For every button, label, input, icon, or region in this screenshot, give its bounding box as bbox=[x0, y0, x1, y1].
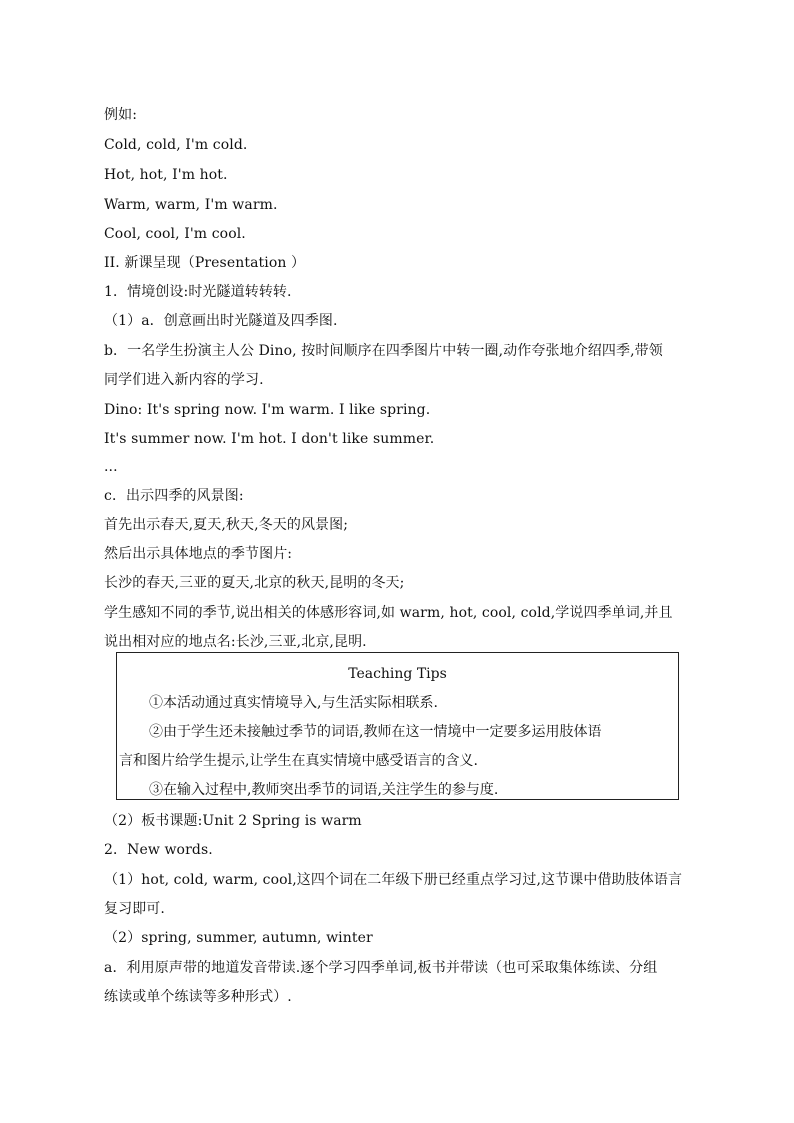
step-2-2: （2）spring, summer, autumn, winter bbox=[104, 930, 373, 946]
chant-line-cool: Cool, cool, I'm cool. bbox=[104, 226, 246, 242]
step-1-1-b-line1: b．一名学生扮演主人公 Dino, 按时间顺序在四季图片中转一圈,动作夸张地介绍四季,带领 bbox=[104, 343, 663, 359]
tip-2-line2: 言和图片给学生提示,让学生在真实情境中感受语言的含义. bbox=[119, 753, 478, 769]
location-pictures-line: 然后出示具体地点的季节图片: bbox=[104, 546, 293, 562]
teaching-tips-title: Teaching Tips bbox=[348, 666, 447, 682]
step-1-1-b-line2: 同学们进入新内容的学习. bbox=[104, 372, 264, 388]
tip-2-line1: ②由于学生还未接触过季节的词语,教师在这一情境中一定要多运用肢体语 bbox=[149, 724, 602, 740]
chant-line-warm: Warm, warm, I'm warm. bbox=[104, 197, 278, 213]
dino-dialogue-spring: Dino: It's spring now. I'm warm. I like spring. bbox=[104, 402, 431, 418]
step-1-1-a: （1）a．创意画出时光隧道及四季图. bbox=[104, 313, 338, 329]
chant-line-hot: Hot, hot, I'm hot. bbox=[104, 167, 228, 183]
ellipsis: ... bbox=[104, 459, 118, 475]
step-1-1-c: c．出示四季的风景图: bbox=[104, 488, 244, 504]
step-2-1-line2: 复习即可. bbox=[104, 901, 165, 917]
students-perceive-line2: 说出相对应的地点名:长沙,三亚,北京,昆明. bbox=[104, 634, 367, 650]
teaching-tips-box bbox=[116, 652, 679, 800]
tip-1: ①本活动通过真实情境导入,与生活实际相联系. bbox=[149, 695, 438, 711]
step-2-2-a-line1: a．利用原声带的地道发音带读.逐个学习四季单词,板书并带读（也可采取集体练读、分组 bbox=[104, 960, 658, 976]
step-1-heading: 1．情境创设:时光隧道转转转. bbox=[104, 284, 292, 300]
students-perceive-line1: 学生感知不同的季节,说出相关的体感形容词,如 warm, hot, cool, cold,学说四季单词,并且 bbox=[104, 605, 673, 621]
chant-line-cold: Cold, cold, I'm cold. bbox=[104, 137, 248, 153]
city-seasons-line: 长沙的春天,三亚的夏天,北京的秋天,昆明的冬天; bbox=[104, 575, 405, 591]
example-label: 例如: bbox=[104, 107, 138, 123]
step-2-1-line1: （1）hot, cold, warm, cool,这四个词在二年级下册已经重点学习过,这节课中借助肢体语言 bbox=[104, 872, 683, 888]
section-heading-presentation: II. 新课呈现（Presentation ） bbox=[104, 255, 306, 271]
step-2-heading: 2．New words. bbox=[104, 842, 213, 858]
step-2-2-a-line2: 练读或单个练读等多种形式）. bbox=[104, 989, 292, 1005]
season-scenery-line: 首先出示春天,夏天,秋天,冬天的风景图; bbox=[104, 517, 349, 533]
tip-3: ③在输入过程中,教师突出季节的词语,关注学生的参与度. bbox=[149, 782, 499, 798]
dino-dialogue-summer: It's summer now. I'm hot. I don't like summer. bbox=[104, 431, 435, 447]
step-1-2-title: （2）板书课题:Unit 2 Spring is warm bbox=[104, 813, 362, 829]
